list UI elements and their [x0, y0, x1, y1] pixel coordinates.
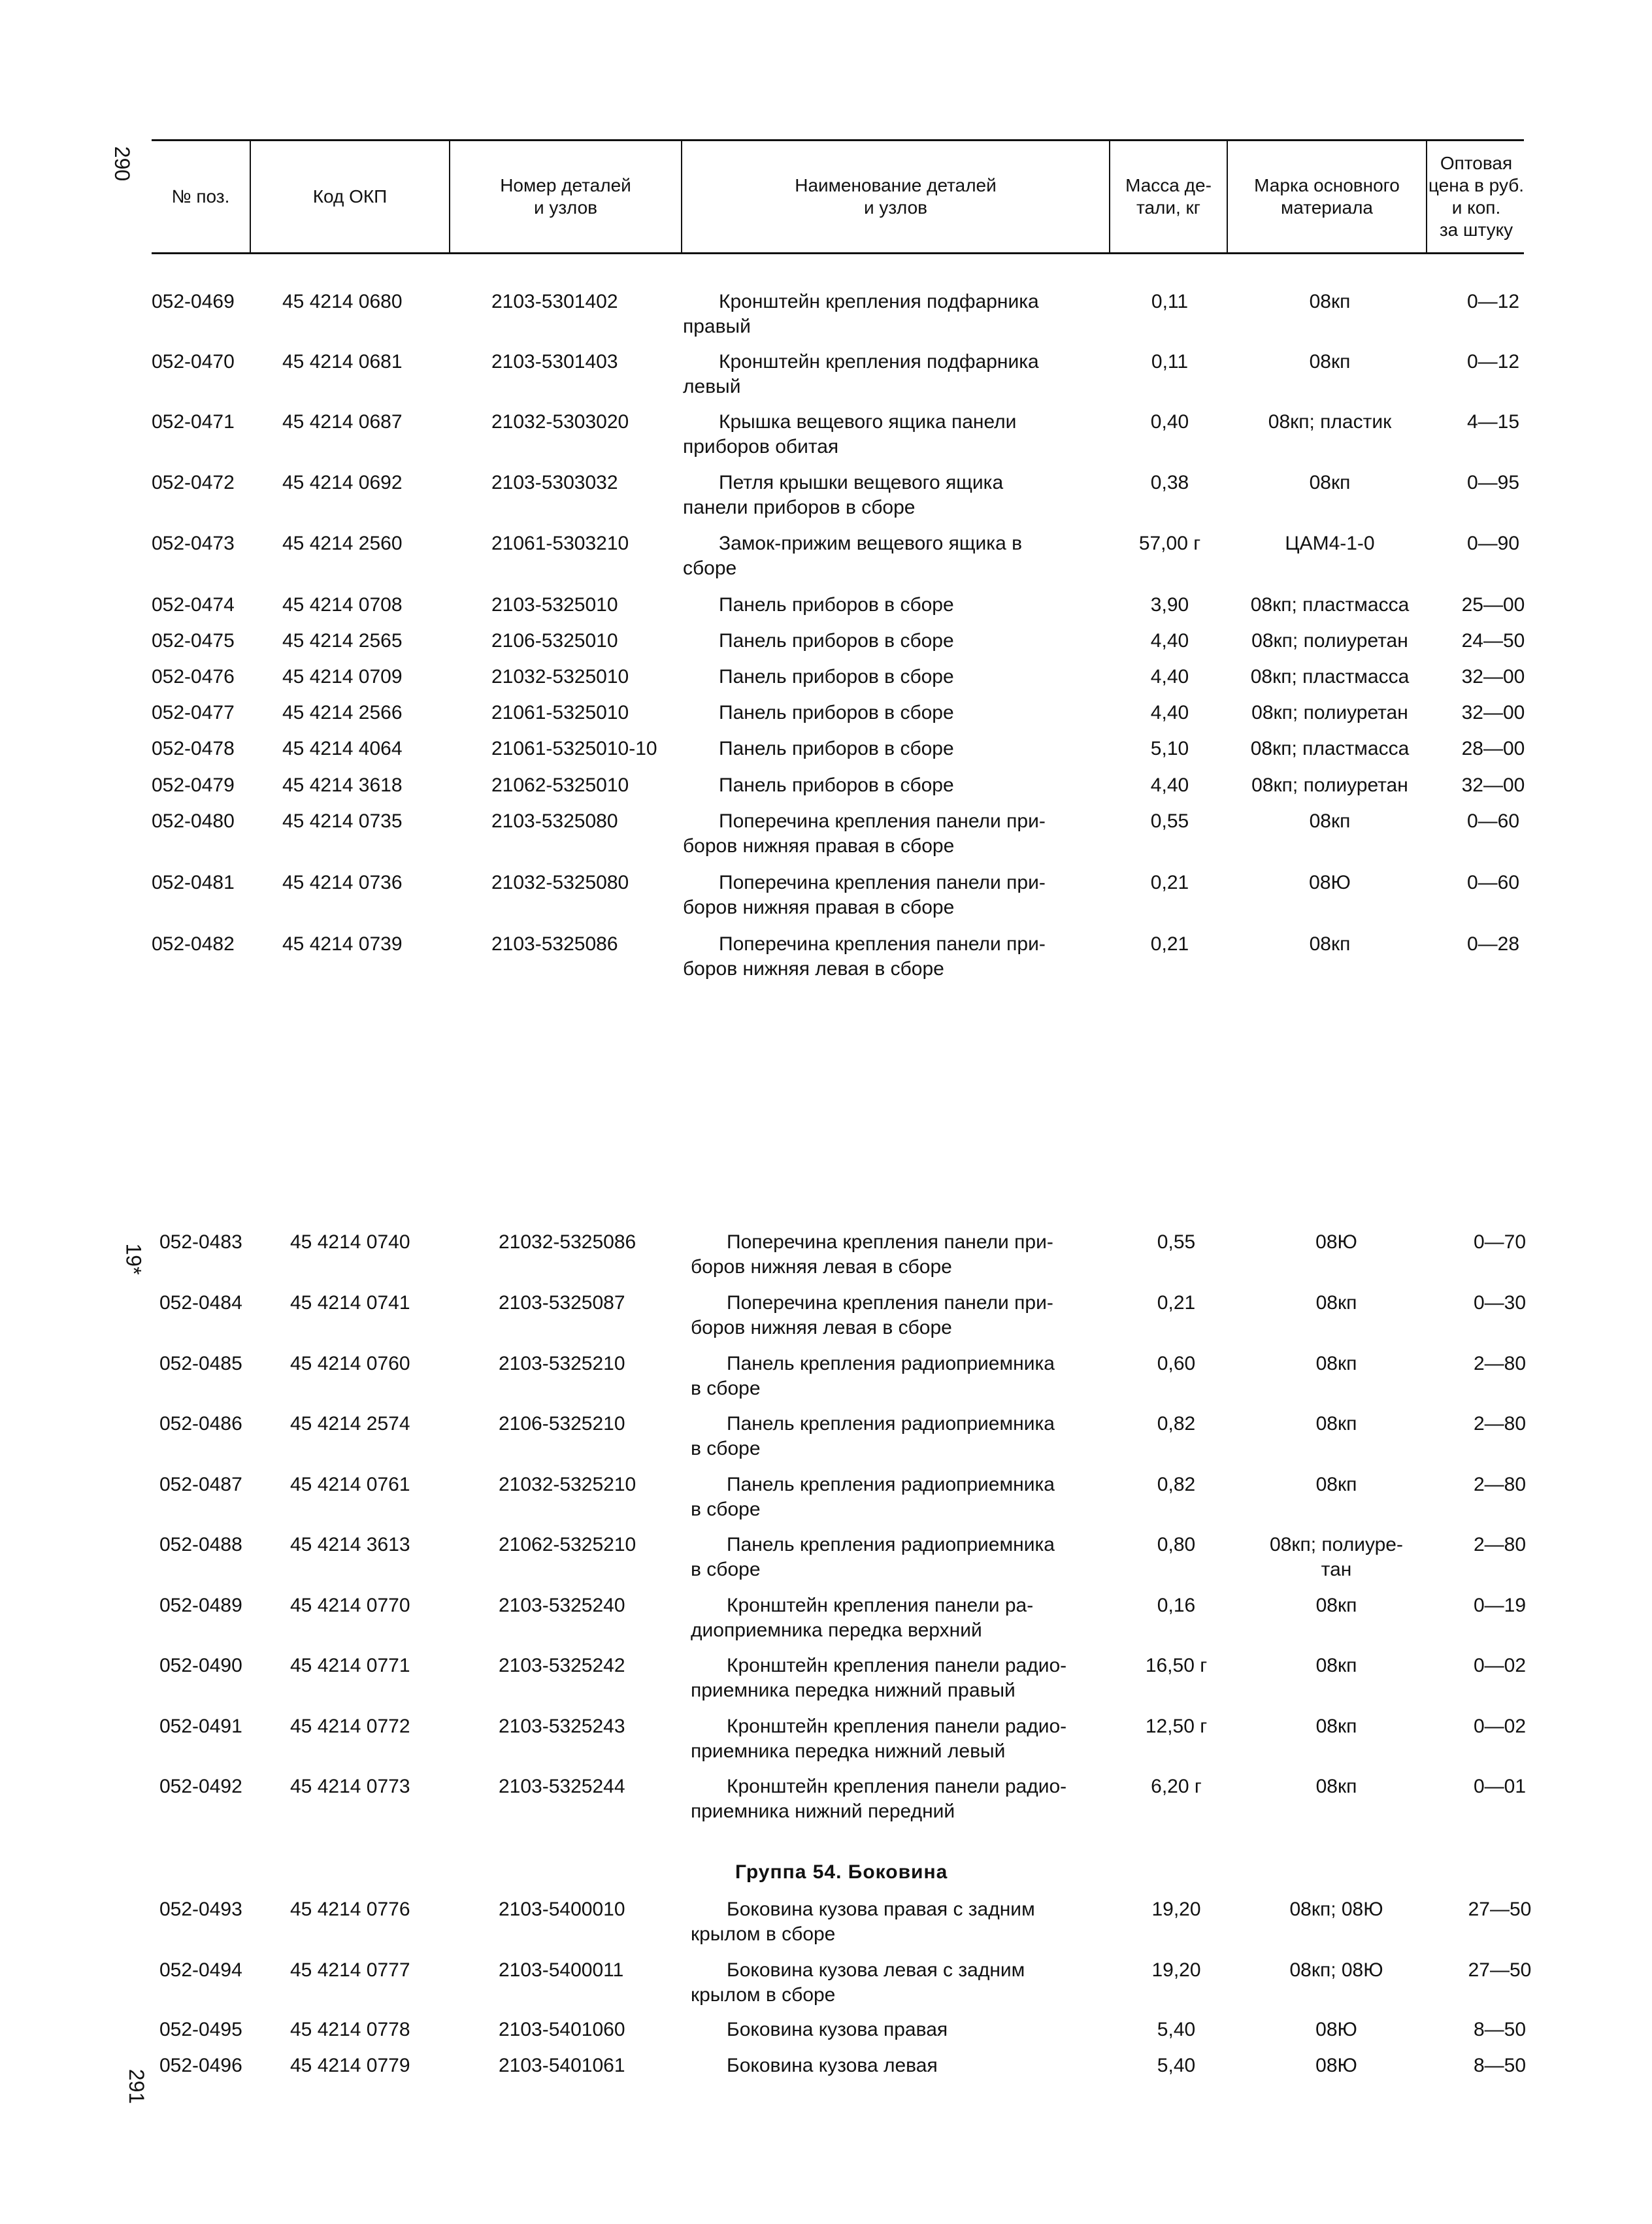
- cell-price: 24—50: [1461, 630, 1525, 652]
- cell-okp-code: 45 4214 2574: [290, 1413, 410, 1435]
- table-row: [0, 471, 1652, 523]
- cell-mass: 0,11: [1151, 291, 1189, 312]
- cell-material: 08Ю: [1315, 2055, 1357, 2076]
- cell-okp-code: 45 4214 2565: [282, 630, 403, 652]
- cell-price: 2—80: [1473, 1474, 1527, 1495]
- cell-price: 2—80: [1473, 1534, 1527, 1555]
- cell-mass: 5,40: [1157, 2055, 1196, 2076]
- cell-part-number: 21061-5325010-10: [491, 738, 657, 759]
- cell-part-number: 21061-5303210: [491, 533, 629, 554]
- cell-part-name: Панель приборов в сборе: [719, 738, 954, 759]
- cell-material: ЦАМ4-1-0: [1285, 533, 1375, 554]
- cell-position: 052-0479: [152, 774, 235, 796]
- cell-part-name: Кронштейн крепления панели радио- приемника передка нижний левый: [691, 1716, 1067, 1762]
- table-row: [0, 1593, 1652, 1646]
- cell-material: 08кп; полиуретан: [1251, 702, 1408, 723]
- cell-position: 052-0489: [159, 1595, 242, 1616]
- cell-position: 052-0484: [159, 1292, 242, 1314]
- table-row: [0, 1958, 1652, 2010]
- cell-material: 08кп: [1315, 1776, 1357, 1797]
- cell-material: 08кп: [1315, 1595, 1357, 1616]
- table-row: [0, 1412, 1652, 1464]
- cell-position: 052-0478: [152, 738, 235, 759]
- cell-mass: 57,00 г: [1138, 533, 1201, 554]
- header-bottom-rule: [152, 252, 1524, 254]
- cell-okp-code: 45 4214 0741: [290, 1292, 410, 1314]
- cell-part-name: Кронштейн крепления панели радио- приемника передка нижний правый: [691, 1655, 1067, 1701]
- cell-material: 08кп; полиуре- тан: [1270, 1534, 1403, 1580]
- cell-mass: 0,55: [1157, 1231, 1196, 1253]
- cell-price: 0—01: [1473, 1776, 1527, 1797]
- cell-mass: 0,55: [1150, 810, 1189, 832]
- cell-okp-code: 45 4214 0680: [282, 291, 403, 312]
- table-row: [0, 1774, 1652, 1827]
- cell-position: 052-0491: [159, 1716, 242, 1737]
- cell-okp-code: 45 4214 0760: [290, 1353, 410, 1374]
- cell-part-name: Замок-прижим вещевого ящика в сборе: [683, 533, 1023, 579]
- cell-price: 0—12: [1466, 351, 1520, 373]
- header-material: Марка основного материала: [1254, 174, 1400, 218]
- cell-part-number: 2103-5325244: [499, 1776, 625, 1797]
- cell-mass: 0,16: [1157, 1595, 1196, 1616]
- cell-part-number: 2103-5325080: [491, 810, 618, 832]
- cell-mass: 0,60: [1157, 1353, 1196, 1374]
- table-row: [0, 1352, 1652, 1404]
- cell-material: 08Ю: [1315, 2019, 1357, 2040]
- cell-part-name: Панель крепления радиоприемника в сборе: [691, 1413, 1055, 1459]
- cell-position: 052-0473: [152, 533, 235, 554]
- cell-mass: 0,82: [1157, 1474, 1196, 1495]
- cell-okp-code: 45 4214 0779: [290, 2055, 410, 2076]
- cell-material: 08кп: [1309, 291, 1351, 312]
- cell-part-number: 2103-5325010: [491, 594, 618, 616]
- table-row: [0, 809, 1652, 861]
- cell-position: 052-0492: [159, 1776, 242, 1797]
- cell-okp-code: 45 4214 4064: [282, 738, 403, 759]
- cell-position: 052-0486: [159, 1413, 242, 1435]
- cell-mass: 0,40: [1150, 411, 1189, 433]
- cell-okp-code: 45 4214 0736: [282, 872, 403, 893]
- cell-price: 2—80: [1473, 1353, 1527, 1374]
- cell-price: 8—50: [1473, 2019, 1527, 2040]
- cell-part-name: Поперечина крепления панели при- боров нижняя правая в сборе: [683, 810, 1046, 857]
- cell-part-name: Крышка вещевого ящика панели приборов обитая: [683, 411, 1017, 457]
- cell-part-name: Панель крепления радиоприемника в сборе: [691, 1534, 1055, 1580]
- cell-part-name: Поперечина крепления панели при- боров нижняя левая в сборе: [683, 933, 1046, 980]
- cell-mass: 5,10: [1150, 738, 1189, 759]
- cell-okp-code: 45 4214 2560: [282, 533, 403, 554]
- header-pos: № поз.: [171, 186, 230, 207]
- cell-price: 0—60: [1466, 810, 1520, 832]
- cell-price: 4—15: [1466, 411, 1520, 433]
- cell-okp-code: 45 4214 0770: [290, 1595, 410, 1616]
- cell-position: 052-0480: [152, 810, 235, 832]
- cell-part-name: Панель крепления радиоприемника в сборе: [691, 1353, 1055, 1399]
- cell-price: 0—12: [1466, 291, 1520, 312]
- page-number-bottom: 291: [125, 2068, 149, 2104]
- cell-position: 052-0490: [159, 1655, 242, 1676]
- cell-okp-code: 45 4214 0681: [282, 351, 403, 373]
- cell-price: 32—00: [1461, 702, 1525, 723]
- group-heading: Группа 54. Боковина: [735, 1861, 948, 1883]
- cell-price: 28—00: [1461, 738, 1525, 759]
- cell-okp-code: 45 4214 0692: [282, 472, 403, 493]
- cell-position: 052-0494: [159, 1959, 242, 1981]
- table-row: [0, 1897, 1652, 1950]
- cell-part-number: 2103-5301403: [491, 351, 618, 373]
- cell-price: 2—80: [1473, 1413, 1527, 1435]
- header-price: Оптовая цена в руб. и коп. за штуку: [1428, 152, 1525, 240]
- cell-mass: 0,80: [1157, 1534, 1196, 1555]
- cell-price: 0—02: [1473, 1655, 1527, 1676]
- cell-mass: 0,21: [1157, 1292, 1196, 1314]
- table-row: [0, 932, 1652, 984]
- cell-part-name: Панель приборов в сборе: [719, 702, 954, 723]
- cell-part-number: 2103-5325242: [499, 1655, 625, 1676]
- cell-okp-code: 45 4214 3618: [282, 774, 403, 796]
- cell-material: 08кп: [1315, 1655, 1357, 1676]
- cell-okp-code: 45 4214 0708: [282, 594, 403, 616]
- cell-material: 08кп; пластмасса: [1250, 594, 1410, 616]
- cell-material: 08кп: [1309, 933, 1351, 955]
- cell-price: 0—19: [1473, 1595, 1527, 1616]
- table-row: [0, 1653, 1652, 1706]
- cell-part-number: 2103-5303032: [491, 472, 618, 493]
- cell-price: 0—70: [1473, 1231, 1527, 1253]
- cell-okp-code: 45 4214 0772: [290, 1716, 410, 1737]
- cell-mass: 19,20: [1151, 1959, 1201, 1981]
- cell-part-number: 2103-5325243: [499, 1716, 625, 1737]
- cell-okp-code: 45 4214 2566: [282, 702, 403, 723]
- cell-position: 052-0483: [159, 1231, 242, 1253]
- cell-part-name: Боковина кузова правая с задним крылом в сборе: [691, 1899, 1035, 1945]
- cell-position: 052-0471: [152, 411, 235, 433]
- cell-mass: 4,40: [1150, 630, 1189, 652]
- cell-material: 08Ю: [1315, 1231, 1357, 1253]
- cell-position: 052-0469: [152, 291, 235, 312]
- header-mass: Масса де- тали, кг: [1125, 174, 1212, 218]
- cell-mass: 4,40: [1150, 702, 1189, 723]
- page-number-top: 290: [110, 146, 135, 182]
- page-number-middle: 19*: [122, 1243, 146, 1275]
- table-row: [0, 1472, 1652, 1525]
- cell-price: 25—00: [1461, 594, 1525, 616]
- cell-part-number: 21062-5325210: [499, 1534, 636, 1555]
- cell-price: 0—90: [1466, 533, 1520, 554]
- table-row: [0, 350, 1652, 402]
- cell-mass: 4,40: [1150, 666, 1189, 688]
- cell-price: 27—50: [1468, 1899, 1532, 1920]
- cell-okp-code: 45 4214 0709: [282, 666, 403, 688]
- cell-part-name: Панель приборов в сборе: [719, 594, 954, 616]
- cell-okp-code: 45 4214 0771: [290, 1655, 410, 1676]
- cell-material: 08кп; 08Ю: [1289, 1959, 1383, 1981]
- cell-part-name: Панель приборов в сборе: [719, 666, 954, 688]
- cell-mass: 0,11: [1151, 351, 1189, 373]
- cell-part-number: 2103-5401060: [499, 2019, 625, 2040]
- cell-price: 27—50: [1468, 1959, 1532, 1981]
- cell-part-number: 2103-5301402: [491, 291, 618, 312]
- cell-part-number: 2103-5325086: [491, 933, 618, 955]
- cell-part-number: 2103-5325087: [499, 1292, 625, 1314]
- table-row: [0, 1533, 1652, 1585]
- table-row: [0, 290, 1652, 342]
- table-row: [0, 871, 1652, 923]
- cell-mass: 5,40: [1157, 2019, 1196, 2040]
- cell-part-name: Кронштейн крепления панели ра- диоприемника передка верхний: [691, 1595, 1034, 1641]
- cell-okp-code: 45 4214 0761: [290, 1474, 410, 1495]
- cell-mass: 0,21: [1150, 933, 1189, 955]
- cell-mass: 6,20 г: [1151, 1776, 1202, 1797]
- cell-position: 052-0474: [152, 594, 235, 616]
- cell-part-number: 21061-5325010: [491, 702, 629, 723]
- header-okp: Код ОКП: [312, 186, 388, 207]
- cell-part-number: 21032-5325086: [499, 1231, 636, 1253]
- cell-part-number: 21032-5325010: [491, 666, 629, 688]
- cell-okp-code: 45 4214 0735: [282, 810, 403, 832]
- cell-okp-code: 45 4214 0687: [282, 411, 403, 433]
- cell-position: 052-0476: [152, 666, 235, 688]
- cell-mass: 4,40: [1150, 774, 1189, 796]
- cell-material: 08кп: [1315, 1292, 1357, 1314]
- table-row: [0, 1230, 1652, 1282]
- cell-position: 052-0485: [159, 1353, 242, 1374]
- cell-mass: 16,50 г: [1145, 1655, 1208, 1676]
- cell-material: 08кп: [1309, 810, 1351, 832]
- cell-part-name: Поперечина крепления панели при- боров нижняя левая в сборе: [691, 1231, 1053, 1278]
- cell-material: 08кп; пластмасса: [1250, 738, 1410, 759]
- cell-okp-code: 45 4214 0773: [290, 1776, 410, 1797]
- table-row: [0, 1714, 1652, 1767]
- cell-position: 052-0482: [152, 933, 235, 955]
- cell-material: 08кп; пластмасса: [1250, 666, 1410, 688]
- cell-mass: 19,20: [1151, 1899, 1201, 1920]
- cell-okp-code: 45 4214 0778: [290, 2019, 410, 2040]
- table-row: [0, 531, 1652, 584]
- cell-position: 052-0496: [159, 2055, 242, 2076]
- cell-mass: 0,38: [1150, 472, 1189, 493]
- cell-material: 08Ю: [1309, 872, 1351, 893]
- cell-price: 0—30: [1473, 1292, 1527, 1314]
- cell-part-number: 2103-5325240: [499, 1595, 625, 1616]
- cell-part-name: Боковина кузова правая: [727, 2019, 948, 2040]
- cell-material: 08кп: [1309, 351, 1351, 373]
- cell-price: 0—28: [1466, 933, 1520, 955]
- cell-mass: 3,90: [1150, 594, 1189, 616]
- cell-material: 08кп; 08Ю: [1289, 1899, 1383, 1920]
- cell-part-name: Кронштейн крепления панели радио- приемника нижний передний: [691, 1776, 1067, 1822]
- cell-material: 08кп: [1315, 1716, 1357, 1737]
- cell-part-number: 21062-5325010: [491, 774, 629, 796]
- cell-position: 052-0481: [152, 872, 235, 893]
- cell-part-name: Поперечина крепления панели при- боров нижняя правая в сборе: [683, 872, 1046, 918]
- cell-part-number: 21032-5325210: [499, 1474, 636, 1495]
- cell-part-number: 21032-5303020: [491, 411, 629, 433]
- cell-material: 08кп; полиуретан: [1251, 630, 1408, 652]
- cell-material: 08кп; пластик: [1268, 411, 1392, 433]
- cell-price: 0—60: [1466, 872, 1520, 893]
- cell-part-name: Кронштейн крепления подфарника левый: [683, 351, 1039, 397]
- table-row: [0, 410, 1652, 462]
- cell-price: 0—95: [1466, 472, 1520, 493]
- cell-part-name: Панель крепления радиоприемника в сборе: [691, 1474, 1055, 1520]
- cell-part-name: Панель приборов в сборе: [719, 630, 954, 652]
- header-part-name: Наименование деталей и узлов: [795, 174, 997, 218]
- cell-position: 052-0477: [152, 702, 235, 723]
- cell-part-number: 2106-5325010: [491, 630, 618, 652]
- cell-mass: 12,50 г: [1145, 1716, 1208, 1737]
- cell-part-number: 2103-5325210: [499, 1353, 625, 1374]
- cell-price: 0—02: [1473, 1716, 1527, 1737]
- cell-part-name: Боковина кузова левая: [727, 2055, 938, 2076]
- cell-price: 32—00: [1461, 774, 1525, 796]
- cell-mass: 0,82: [1157, 1413, 1196, 1435]
- cell-part-number: 2103-5400010: [499, 1899, 625, 1920]
- cell-position: 052-0472: [152, 472, 235, 493]
- cell-position: 052-0487: [159, 1474, 242, 1495]
- cell-position: 052-0470: [152, 351, 235, 373]
- cell-mass: 0,21: [1150, 872, 1189, 893]
- cell-position: 052-0495: [159, 2019, 242, 2040]
- cell-okp-code: 45 4214 0740: [290, 1231, 410, 1253]
- cell-part-name: Поперечина крепления панели при- боров нижняя левая в сборе: [691, 1292, 1053, 1338]
- cell-part-name: Петля крышки вещевого ящика панели приборов в сборе: [683, 472, 1004, 518]
- cell-okp-code: 45 4214 0739: [282, 933, 403, 955]
- cell-part-name: Кронштейн крепления подфарника правый: [683, 291, 1039, 337]
- header-part-number: Номер деталей и узлов: [500, 174, 631, 218]
- table-row: [0, 2053, 1652, 2106]
- cell-price: 32—00: [1461, 666, 1525, 688]
- cell-material: 08кп: [1315, 1413, 1357, 1435]
- cell-position: 052-0475: [152, 630, 235, 652]
- cell-okp-code: 45 4214 3613: [290, 1534, 410, 1555]
- cell-price: 8—50: [1473, 2055, 1527, 2076]
- table-row: [0, 1291, 1652, 1343]
- cell-part-name: Панель приборов в сборе: [719, 774, 954, 796]
- cell-part-name: Боковина кузова левая с задним крылом в сборе: [691, 1959, 1025, 2006]
- cell-material: 08кп: [1315, 1353, 1357, 1374]
- cell-part-number: 21032-5325080: [491, 872, 629, 893]
- cell-okp-code: 45 4214 0776: [290, 1899, 410, 1920]
- cell-part-number: 2103-5400011: [499, 1959, 624, 1981]
- cell-part-number: 2106-5325210: [499, 1413, 625, 1435]
- cell-okp-code: 45 4214 0777: [290, 1959, 410, 1981]
- cell-position: 052-0488: [159, 1534, 242, 1555]
- cell-part-number: 2103-5401061: [499, 2055, 625, 2076]
- cell-material: 08кп: [1315, 1474, 1357, 1495]
- cell-material: 08кп: [1309, 472, 1351, 493]
- cell-position: 052-0493: [159, 1899, 242, 1920]
- cell-material: 08кп; полиуретан: [1251, 774, 1408, 796]
